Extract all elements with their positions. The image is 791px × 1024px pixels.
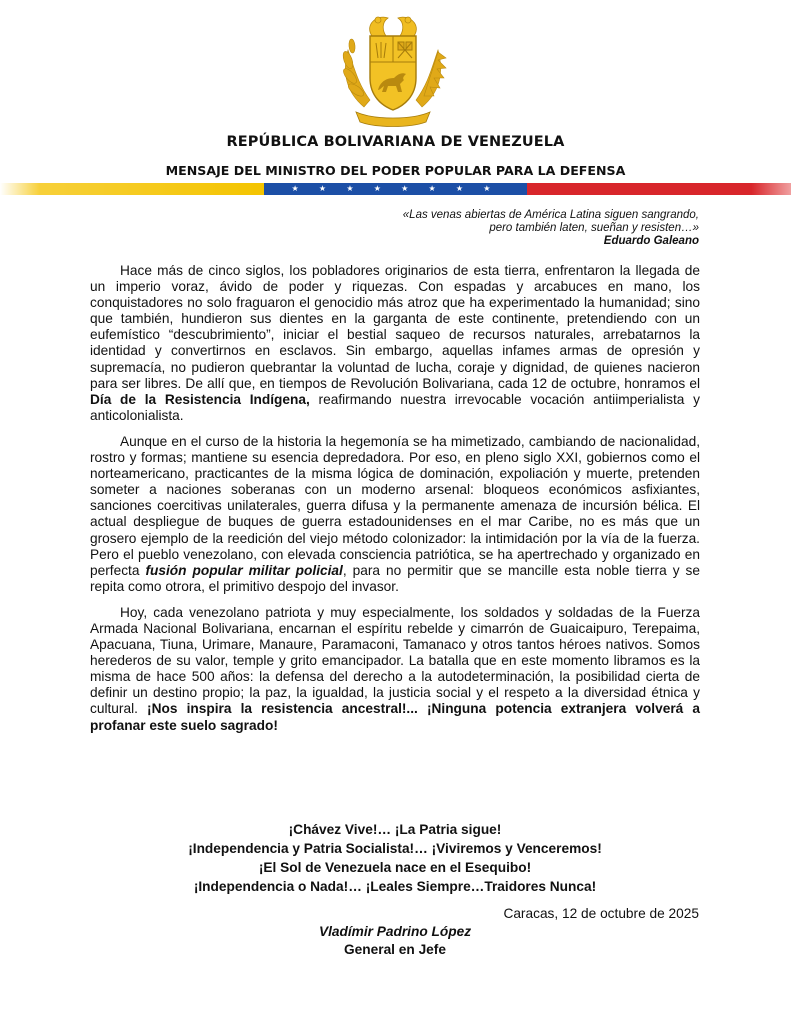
flag-red-stripe xyxy=(527,183,791,195)
paragraph-2-tail: , para no permitir que se mancille esta noble tierra y se repita como otrora, el primitivo despojo del invasor. xyxy=(90,562,700,594)
paragraph-3-text: Hoy, cada venezolano patriota y muy especialmente, los soldados y soldadas de la Fuerza Armada Nacional Bolivariana, encarnan el espíritu rebelde y cimarrón de Guaicaipuro, Terepaima, Apacuana, Tiuna, Urimare, Manaure, Paramaconi, Tamanaco y otros tantos héroes nativos. Somos herederos de su valor, temple y grito emancipador. La batalla que en este momento libramos es la misma de hace 500 años: la defensa del derecho a la autodeterminación, la posibilidad cierta de definir un destino propio; la paz, la igualdad, la justicia social y el respeto a la diversidad étnica y cultural. xyxy=(90,604,700,717)
republic-title: REPÚBLICA BOLIVARIANA DE VENEZUELA xyxy=(226,134,565,150)
coat-of-arms-icon xyxy=(334,12,452,130)
paragraph-2-text: Aunque en el curso de la historia la hegemonía se ha mimetizado, cambiando de nacionalidad, rostro y formas; mantiene su esencia depredadora. Por eso, en pleno siglo XXI, gobiernos como el norteamericano, practicantes de la misma lógica de dominación, expoliación y muerte, pretenden someter a naciones soberanas con un moderno arsenal: bloqueos económicos asfixiantes, sanciones coercitivas unilaterales, guerra difusa y la permanente amenaza de incursión bélica. El actual despliegue de buques de guerra estadounidenses en el mar Caribe, no es más que un grosero ejemplo de la reedición del viejo método colonizador: la intimidación por la vía de la fuerza. Pero el pueblo venezolano, con elevada consciencia patriótica, se ha apertrechado y organizado en perfecta xyxy=(90,433,700,578)
paragraph-1-emphasis: Día de la Resistencia Indígena, xyxy=(90,391,310,407)
place-date: Caracas, 12 de octubre de 2025 xyxy=(503,906,699,921)
paragraph-1-tail: reafirmando nuestra irrevocable vocación antiimperialista y anticolonialista. xyxy=(90,391,701,423)
paragraph-3-emphasis: ¡Nos inspira la resistencia ancestral!... ¡Ninguna potencia extranjera volverá a profanar este suelo sagrado! xyxy=(90,701,700,733)
epigraph-line-2: pero también laten, sueñan y resisten…» xyxy=(489,222,699,234)
message-body xyxy=(90,263,700,744)
flag-yellow-stripe xyxy=(0,183,264,195)
ministry-title: MENSAJE DEL MINISTRO DEL PODER POPULAR PARA LA DEFENSA xyxy=(165,163,626,178)
signature-block xyxy=(220,923,570,959)
epigraph-line-1: «Las venas abiertas de América Latina siguen sangrando, xyxy=(402,209,699,221)
slogan-line: ¡Independencia o Nada!… ¡Leales Siempre…Traidores Nunca! xyxy=(193,879,597,894)
paragraph-2 xyxy=(90,434,700,595)
paragraph-1 xyxy=(90,263,700,424)
paragraph-1-text: Hace más de cinco siglos, los pobladores originarios de esta tierra, enfrentaron la llegada de un imperio voraz, ávido de poder y riquezas. Con espadas y arcabuces en mano, los conquistadores no solo fraguaron el genocidio más atroz que ha experimentado la humanidad; sino que también, hundieron sus dientes en la garganta de este continente, pretendiendo con un eufemístico “descubrimiento”, iniciar el bestial saqueo de recursos naturales, arrebatarnos la identidad y convertirnos en esclavos. Sin embargo, aquellas infames armas de opresión y supremacía, no pudieron quebrantar la voluntad de lucha, coraje y dignidad, de quienes nacieron para ser libres. De allí que, en tiempos de Revolución Bolivariana, cada 12 de octubre, honramos el xyxy=(90,263,700,391)
slogans xyxy=(90,820,700,896)
epigraph xyxy=(403,209,699,248)
slogan-line: ¡Independencia y Patria Socialista!… ¡Viviremos y Venceremos! xyxy=(188,841,602,856)
signature-rank: General en Jefe xyxy=(344,942,446,957)
paragraph-2-emphasis: fusión popular militar policial xyxy=(145,562,343,578)
stars-icon: ★ ★ ★ ★ ★ ★ ★ ★ xyxy=(291,184,500,193)
paragraph-3 xyxy=(90,605,700,734)
slogan-line: ¡El Sol de Venezuela nace en el Esequibo! xyxy=(258,860,532,875)
epigraph-author: Eduardo Galeano xyxy=(603,235,699,247)
signature-name: Vladímir Padrino López xyxy=(318,924,472,939)
flag-stripe-bar xyxy=(0,183,791,195)
flag-blue-stripe xyxy=(264,183,528,195)
slogan-line: ¡Chávez Vive!… ¡La Patria sigue! xyxy=(288,822,502,837)
